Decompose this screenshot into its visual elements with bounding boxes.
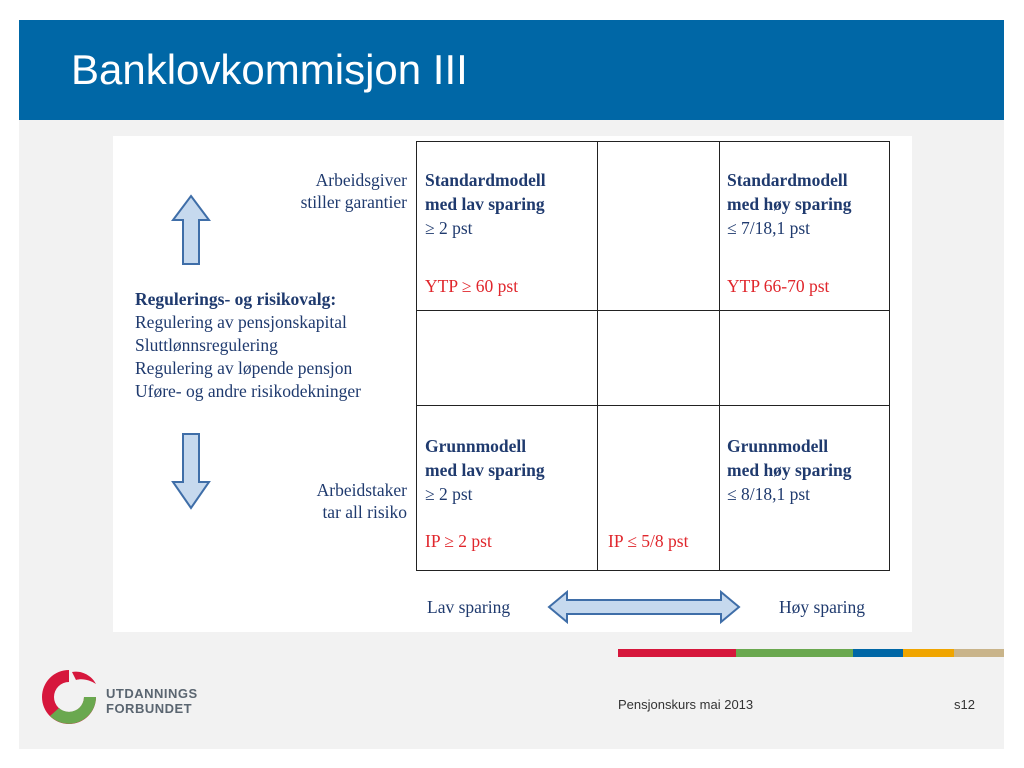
grid-divider: [417, 405, 889, 406]
regulation-item: Sluttlønnsregulering: [135, 335, 278, 355]
regulation-heading: Regulerings- og risikovalg:: [135, 289, 337, 309]
cell-subtitle: med lav sparing: [425, 460, 545, 480]
grid-divider: [417, 310, 889, 311]
grid-divider: [719, 142, 720, 570]
footer-stripe: [618, 649, 736, 657]
regulation-item: Uføre- og andre risikodekninger: [135, 381, 361, 401]
footer-stripe: [903, 649, 954, 657]
cell-title: Grunnmodell: [727, 436, 829, 456]
cell-rate: ≥ 2 pst: [425, 218, 473, 238]
employer-guarantee-label: [301, 169, 407, 213]
employee-risk-label: [317, 479, 407, 523]
employer-label-line2: stiller garantier: [300, 192, 407, 212]
cell-rate: ≤ 8/18,1 pst: [727, 484, 811, 504]
down-arrow-icon: [171, 432, 211, 510]
pension-model-figure: [113, 136, 912, 632]
footer-stripe: [853, 649, 903, 657]
cell-basic-middle-ip: IP ≤ 5/8 pst: [608, 531, 689, 551]
employer-label-line1: Arbeidsgiver: [315, 170, 407, 190]
employee-label-line1: Arbeidstaker: [316, 480, 407, 500]
cell-rate: ≥ 2 pst: [425, 484, 473, 504]
cell-title: Standardmodell: [727, 170, 848, 190]
cell-subtitle: med lav sparing: [425, 194, 545, 214]
logo-text-line2: FORBUNDET: [106, 701, 193, 716]
cell-title: Standardmodell: [425, 170, 546, 190]
course-label: Pensjonskurs mai 2013: [618, 697, 754, 712]
cell-basic-low-ip: IP ≥ 2 pst: [425, 531, 492, 551]
cell-title: Grunnmodell: [425, 436, 527, 456]
regulation-choices: [135, 288, 361, 403]
double-arrow-icon: [547, 590, 741, 624]
up-arrow-icon: [171, 194, 211, 266]
logo-text-line1: UTDANNINGS: [106, 686, 198, 701]
regulation-item: Regulering av pensjonskapital: [135, 312, 347, 332]
cell-standard-low-ytp: YTP ≥ 60 pst: [425, 276, 519, 296]
cell-basic-high: [727, 434, 851, 506]
cell-rate: ≤ 7/18,1 pst: [727, 218, 811, 238]
slide-title: Banklovkommisjon III: [71, 46, 468, 93]
page-number: s12: [954, 697, 975, 712]
cell-standard-low: [425, 168, 546, 240]
footer-stripe: [736, 649, 853, 657]
utdanningsforbundet-logo-icon: [38, 666, 100, 728]
low-savings-label: Lav sparing: [427, 597, 511, 617]
grid-divider: [597, 142, 598, 570]
model-grid: [416, 141, 890, 571]
cell-basic-low: [425, 434, 545, 506]
footer-stripe: [954, 649, 1004, 657]
slide-header: [19, 20, 1004, 120]
employee-label-line2: tar all risiko: [322, 502, 407, 522]
cell-standard-high-ytp: YTP 66-70 pst: [727, 276, 830, 296]
cell-standard-high: [727, 168, 851, 240]
high-savings-label: Høy sparing: [779, 597, 866, 617]
regulation-item: Regulering av løpende pensjon: [135, 358, 353, 378]
cell-subtitle: med høy sparing: [727, 460, 852, 480]
cell-subtitle: med høy sparing: [727, 194, 852, 214]
